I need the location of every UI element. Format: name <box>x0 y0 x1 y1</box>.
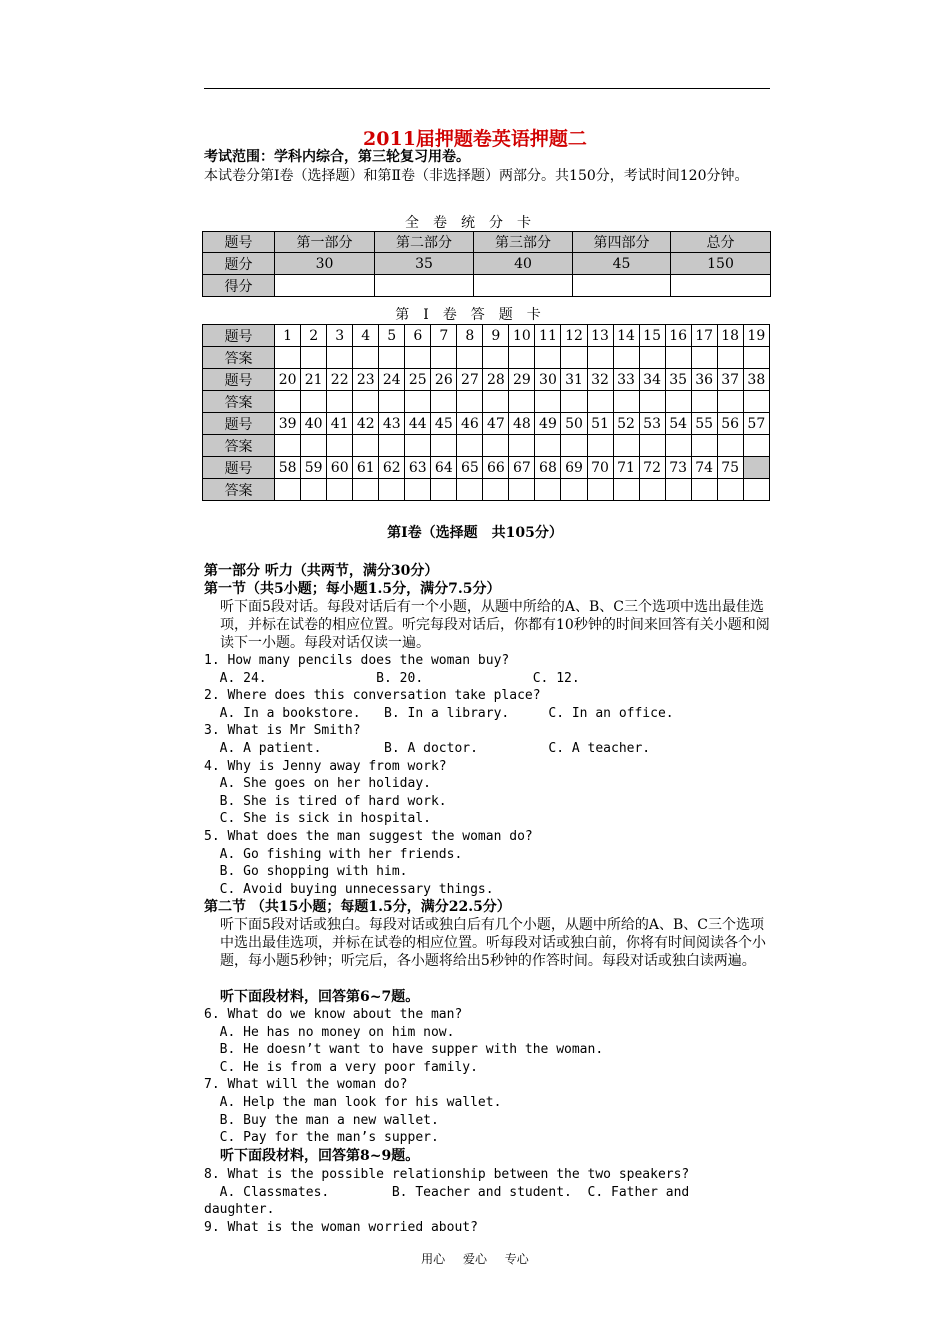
answer-cell[interactable] <box>457 391 483 413</box>
answer-cell[interactable] <box>405 479 431 501</box>
page-title: 2011届押题卷英语押题二 <box>363 128 587 150</box>
section1-heading: 第一节（共5小题；每小题1.5分，满分7.5分） <box>204 581 501 597</box>
question-number-cell: 60 <box>327 457 353 479</box>
answer-cell[interactable] <box>717 435 743 457</box>
question-number-cell <box>743 457 769 479</box>
answer-cell[interactable] <box>691 391 717 413</box>
section2-heading: 第二节 （共15小题；每题1.5分，满分22.5分） <box>204 899 511 915</box>
answer-cell[interactable] <box>561 391 587 413</box>
answer-cell[interactable] <box>431 347 457 369</box>
question-number-cell: 48 <box>509 413 535 435</box>
questions-8-9 <box>204 1166 784 1236</box>
question-number-cell: 55 <box>691 413 717 435</box>
question-line: C. Avoid buying unnecessary things. <box>204 881 494 897</box>
question-number-cell: 8 <box>457 325 483 347</box>
question-number-cell: 51 <box>587 413 613 435</box>
question-number-cell: 36 <box>691 369 717 391</box>
question-number-cell: 17 <box>691 325 717 347</box>
score-card-table <box>202 231 771 297</box>
answer-cell[interactable] <box>327 479 353 501</box>
exam-intro: 本试卷分第Ⅰ卷（选择题）和第Ⅱ卷（非选择题）两部分。共150分，考试时间120分钟。 <box>204 168 749 184</box>
answer-cell[interactable] <box>691 347 717 369</box>
question-number-cell: 20 <box>275 369 301 391</box>
question-number-cell: 28 <box>483 369 509 391</box>
answer-cell[interactable] <box>717 391 743 413</box>
answer-cell[interactable] <box>639 479 665 501</box>
question-line: A. Help the man look for his wallet. <box>204 1094 502 1110</box>
answer-cell[interactable] <box>405 435 431 457</box>
answer-cell[interactable] <box>379 347 405 369</box>
answer-cell[interactable] <box>535 435 561 457</box>
answer-cell[interactable] <box>301 435 327 457</box>
score-points-cell: 题分 <box>203 253 275 275</box>
section1-instructions: 听下面5段对话。每段对话后有一个小题，从题中所给的A、B、C三个选项中选出最佳选项，并标在试卷的相应位置。听完每段对话后，你都有10秒钟的时间来回答有关小题和阅读下一小题。每段对话仅读一遍。 <box>220 599 770 651</box>
answer-cell[interactable] <box>717 479 743 501</box>
question-number-cell: 58 <box>275 457 301 479</box>
answer-cell[interactable] <box>639 347 665 369</box>
question-number-cell: 62 <box>379 457 405 479</box>
group-6-7-label: 听下面段材料，回答第6~7题。 <box>220 989 420 1005</box>
question-line: A. Go fishing with her friends. <box>204 846 463 862</box>
question-number-cell: 12 <box>561 325 587 347</box>
question-number-cell: 75 <box>717 457 743 479</box>
question-number-cell: 59 <box>301 457 327 479</box>
answer-cell[interactable] <box>275 435 301 457</box>
question-number-cell: 53 <box>639 413 665 435</box>
question-number-cell: 16 <box>665 325 691 347</box>
answer-cell[interactable] <box>717 347 743 369</box>
question-number-cell: 24 <box>379 369 405 391</box>
question-number-cell: 4 <box>353 325 379 347</box>
answer-num-label: 题号 <box>203 369 275 391</box>
answer-cell[interactable] <box>379 391 405 413</box>
answer-cell[interactable] <box>327 347 353 369</box>
question-line: 3. What is Mr Smith? <box>204 723 361 739</box>
answer-cell[interactable] <box>743 391 769 413</box>
question-number-cell: 54 <box>665 413 691 435</box>
answer-cell[interactable] <box>587 391 613 413</box>
volume-heading: 第Ⅰ卷（选择题 共105分） <box>387 525 563 541</box>
page-footer: 用心 爱心 专心 <box>421 1252 529 1266</box>
answer-cell[interactable] <box>535 479 561 501</box>
answer-cell[interactable] <box>561 479 587 501</box>
question-number-cell: 43 <box>379 413 405 435</box>
answer-ans-label: 答案 <box>203 479 275 501</box>
answer-ans-label: 答案 <box>203 347 275 369</box>
answer-cell[interactable] <box>327 391 353 413</box>
question-line: B. Buy the man a new wallet. <box>204 1112 439 1128</box>
answer-cell[interactable] <box>691 479 717 501</box>
question-line: A. He has no money on him now. <box>204 1024 455 1040</box>
answer-cell[interactable] <box>353 479 379 501</box>
answer-cell[interactable] <box>457 347 483 369</box>
answer-cell[interactable] <box>509 391 535 413</box>
score-header-cell: 第四部分 <box>573 232 671 253</box>
question-number-cell: 57 <box>743 413 769 435</box>
question-number-cell: 34 <box>639 369 665 391</box>
answer-cell[interactable] <box>665 391 691 413</box>
answer-cell[interactable] <box>561 435 587 457</box>
answer-cell[interactable] <box>691 435 717 457</box>
question-number-cell: 44 <box>405 413 431 435</box>
answer-cell[interactable] <box>483 479 509 501</box>
answer-card-table <box>202 324 770 501</box>
question-number-cell: 69 <box>561 457 587 479</box>
group-8-9-label: 听下面段材料，回答第8~9题。 <box>220 1148 420 1164</box>
questions-1-5 <box>204 652 784 898</box>
answer-cell[interactable] <box>405 391 431 413</box>
answer-cell[interactable] <box>379 435 405 457</box>
question-number-cell: 64 <box>431 457 457 479</box>
question-line: C. Pay for the man’s supper. <box>204 1130 439 1146</box>
answer-cell[interactable] <box>509 347 535 369</box>
question-number-cell: 39 <box>275 413 301 435</box>
question-number-cell: 3 <box>327 325 353 347</box>
score-earned-cell[interactable] <box>275 275 375 297</box>
score-earned-cell[interactable] <box>375 275 474 297</box>
answer-cell[interactable] <box>613 391 639 413</box>
score-points-cell: 30 <box>275 253 375 275</box>
question-number-cell: 67 <box>509 457 535 479</box>
question-line: 1. How many pencils does the woman buy? <box>204 653 510 668</box>
question-number-cell: 47 <box>483 413 509 435</box>
answer-cell[interactable] <box>301 479 327 501</box>
answer-cell[interactable] <box>587 347 613 369</box>
score-header-cell: 题号 <box>203 232 275 253</box>
answer-cell[interactable] <box>613 479 639 501</box>
question-number-cell: 61 <box>353 457 379 479</box>
answer-cell[interactable] <box>353 347 379 369</box>
answer-cell[interactable] <box>665 479 691 501</box>
answer-num-label: 题号 <box>203 413 275 435</box>
answer-cell[interactable] <box>431 479 457 501</box>
answer-cell[interactable] <box>509 479 535 501</box>
question-line: A. In a bookstore. B. In a library. C. In an office. <box>204 705 674 721</box>
question-line: 9. What is the woman worried about? <box>204 1219 478 1235</box>
answer-cell[interactable] <box>301 347 327 369</box>
question-line: 6. What do we know about the man? <box>204 1007 463 1022</box>
question-number-cell: 50 <box>561 413 587 435</box>
answer-num-label: 题号 <box>203 325 275 347</box>
part1-heading: 第一部分 听力（共两节，满分30分） <box>204 563 439 579</box>
question-number-cell: 73 <box>665 457 691 479</box>
answer-cell[interactable] <box>353 391 379 413</box>
score-header-cell: 总分 <box>671 232 771 253</box>
question-line: C. She is sick in hospital. <box>204 811 431 827</box>
answer-num-label: 题号 <box>203 457 275 479</box>
question-line: B. Go shopping with him. <box>204 864 408 880</box>
question-number-cell: 23 <box>353 369 379 391</box>
answer-cell[interactable] <box>301 391 327 413</box>
answer-cell[interactable] <box>639 435 665 457</box>
question-line: 2. Where does this conversation take place? <box>204 688 541 704</box>
question-line: 4. Why is Jenny away from work? <box>204 758 447 774</box>
exam-scope: 考试范围：学科内综合，第三轮复习用卷。 <box>204 149 470 165</box>
question-line: A. A patient. B. A doctor. C. A teacher. <box>204 740 651 756</box>
answer-cell[interactable] <box>743 347 769 369</box>
answer-cell[interactable] <box>353 435 379 457</box>
question-number-cell: 1 <box>275 325 301 347</box>
question-number-cell: 35 <box>665 369 691 391</box>
question-number-cell: 21 <box>301 369 327 391</box>
question-number-cell: 38 <box>743 369 769 391</box>
question-number-cell: 11 <box>535 325 561 347</box>
question-number-cell: 7 <box>431 325 457 347</box>
answer-cell[interactable] <box>275 391 301 413</box>
question-number-cell: 52 <box>613 413 639 435</box>
answer-cell[interactable] <box>509 435 535 457</box>
answer-cell[interactable] <box>457 479 483 501</box>
answer-cell[interactable] <box>613 435 639 457</box>
question-number-cell: 13 <box>587 325 613 347</box>
answer-cell[interactable] <box>639 391 665 413</box>
score-earned-cell[interactable] <box>671 275 771 297</box>
question-number-cell: 70 <box>587 457 613 479</box>
question-number-cell: 71 <box>613 457 639 479</box>
question-number-cell: 10 <box>509 325 535 347</box>
question-number-cell: 65 <box>457 457 483 479</box>
question-number-cell: 45 <box>431 413 457 435</box>
answer-cell[interactable] <box>483 391 509 413</box>
score-earned-cell[interactable] <box>573 275 671 297</box>
question-number-cell: 33 <box>613 369 639 391</box>
question-line: 7. What will the woman do? <box>204 1077 408 1093</box>
question-number-cell: 14 <box>613 325 639 347</box>
question-number-cell: 31 <box>561 369 587 391</box>
answer-cell[interactable] <box>275 479 301 501</box>
answer-cell[interactable] <box>561 347 587 369</box>
question-number-cell: 37 <box>717 369 743 391</box>
question-number-cell: 22 <box>327 369 353 391</box>
answer-cell[interactable] <box>483 435 509 457</box>
question-line: 8. What is the possible relationship between the two speakers? <box>204 1167 690 1182</box>
question-number-cell: 2 <box>301 325 327 347</box>
question-number-cell: 41 <box>327 413 353 435</box>
answer-cell[interactable] <box>743 435 769 457</box>
answer-cell[interactable] <box>405 347 431 369</box>
answer-cell[interactable] <box>327 435 353 457</box>
score-points-cell: 35 <box>375 253 474 275</box>
score-header-cell: 第二部分 <box>375 232 474 253</box>
score-earned-cell[interactable] <box>474 275 573 297</box>
score-points-cell: 150 <box>671 253 771 275</box>
question-number-cell: 46 <box>457 413 483 435</box>
question-number-cell: 18 <box>717 325 743 347</box>
answer-cell[interactable] <box>379 479 405 501</box>
question-number-cell: 32 <box>587 369 613 391</box>
answer-cell[interactable] <box>275 347 301 369</box>
answer-ans-label: 答案 <box>203 391 275 413</box>
answer-cell[interactable] <box>613 347 639 369</box>
question-line: A. Classmates. B. Teacher and student. C. Father and <box>204 1184 690 1200</box>
question-number-cell: 29 <box>509 369 535 391</box>
question-number-cell: 6 <box>405 325 431 347</box>
question-number-cell: 56 <box>717 413 743 435</box>
question-number-cell: 66 <box>483 457 509 479</box>
question-number-cell: 30 <box>535 369 561 391</box>
question-line: daughter. <box>204 1202 275 1218</box>
question-line: A. 24. B. 20. C. 12. <box>204 670 580 686</box>
answer-cell[interactable] <box>587 479 613 501</box>
score-card-caption: 全卷统分卡 <box>405 215 545 231</box>
question-number-cell: 27 <box>457 369 483 391</box>
question-line: A. She goes on her holiday. <box>204 776 431 792</box>
question-number-cell: 68 <box>535 457 561 479</box>
question-number-cell: 63 <box>405 457 431 479</box>
question-number-cell: 72 <box>639 457 665 479</box>
question-number-cell: 15 <box>639 325 665 347</box>
score-header-cell: 第三部分 <box>474 232 573 253</box>
answer-cell[interactable] <box>483 347 509 369</box>
question-number-cell: 74 <box>691 457 717 479</box>
question-number-cell: 49 <box>535 413 561 435</box>
question-line: B. She is tired of hard work. <box>204 793 447 809</box>
section2-instructions: 听下面5段对话或独白。每段对话或独白后有几个小题，从题中所给的A、B、C三个选项中选出最佳选项，并标在试卷的相应位置。听每段对话或独白前，你将有时间阅读各个小题，每小题5秒钟；听完后，各小题将给出5秒钟的作答时间。每段对话或独白读两遍。 <box>220 917 766 969</box>
question-number-cell: 40 <box>301 413 327 435</box>
answer-cell[interactable] <box>457 435 483 457</box>
answer-cell[interactable] <box>431 391 457 413</box>
answer-cell[interactable] <box>743 479 769 501</box>
question-number-cell: 19 <box>743 325 769 347</box>
answer-cell[interactable] <box>587 435 613 457</box>
question-number-cell: 9 <box>483 325 509 347</box>
question-line: C. He is from a very poor family. <box>204 1059 478 1075</box>
header-rule <box>204 88 770 89</box>
answer-card-caption: 第Ⅰ卷答题卡 <box>395 307 555 323</box>
answer-cell[interactable] <box>535 391 561 413</box>
question-line: 5. What does the man suggest the woman do? <box>204 828 533 844</box>
answer-cell[interactable] <box>431 435 457 457</box>
score-header-cell: 第一部分 <box>275 232 375 253</box>
answer-cell[interactable] <box>665 435 691 457</box>
answer-cell[interactable] <box>665 347 691 369</box>
score-points-cell: 40 <box>474 253 573 275</box>
question-line: B. He doesn’t want to have supper with the woman. <box>204 1042 604 1058</box>
questions-6-7 <box>204 1006 784 1147</box>
score-earned-label: 得分 <box>203 275 275 297</box>
answer-cell[interactable] <box>535 347 561 369</box>
answer-ans-label: 答案 <box>203 435 275 457</box>
question-number-cell: 5 <box>379 325 405 347</box>
question-number-cell: 26 <box>431 369 457 391</box>
question-number-cell: 42 <box>353 413 379 435</box>
score-points-cell: 45 <box>573 253 671 275</box>
question-number-cell: 25 <box>405 369 431 391</box>
